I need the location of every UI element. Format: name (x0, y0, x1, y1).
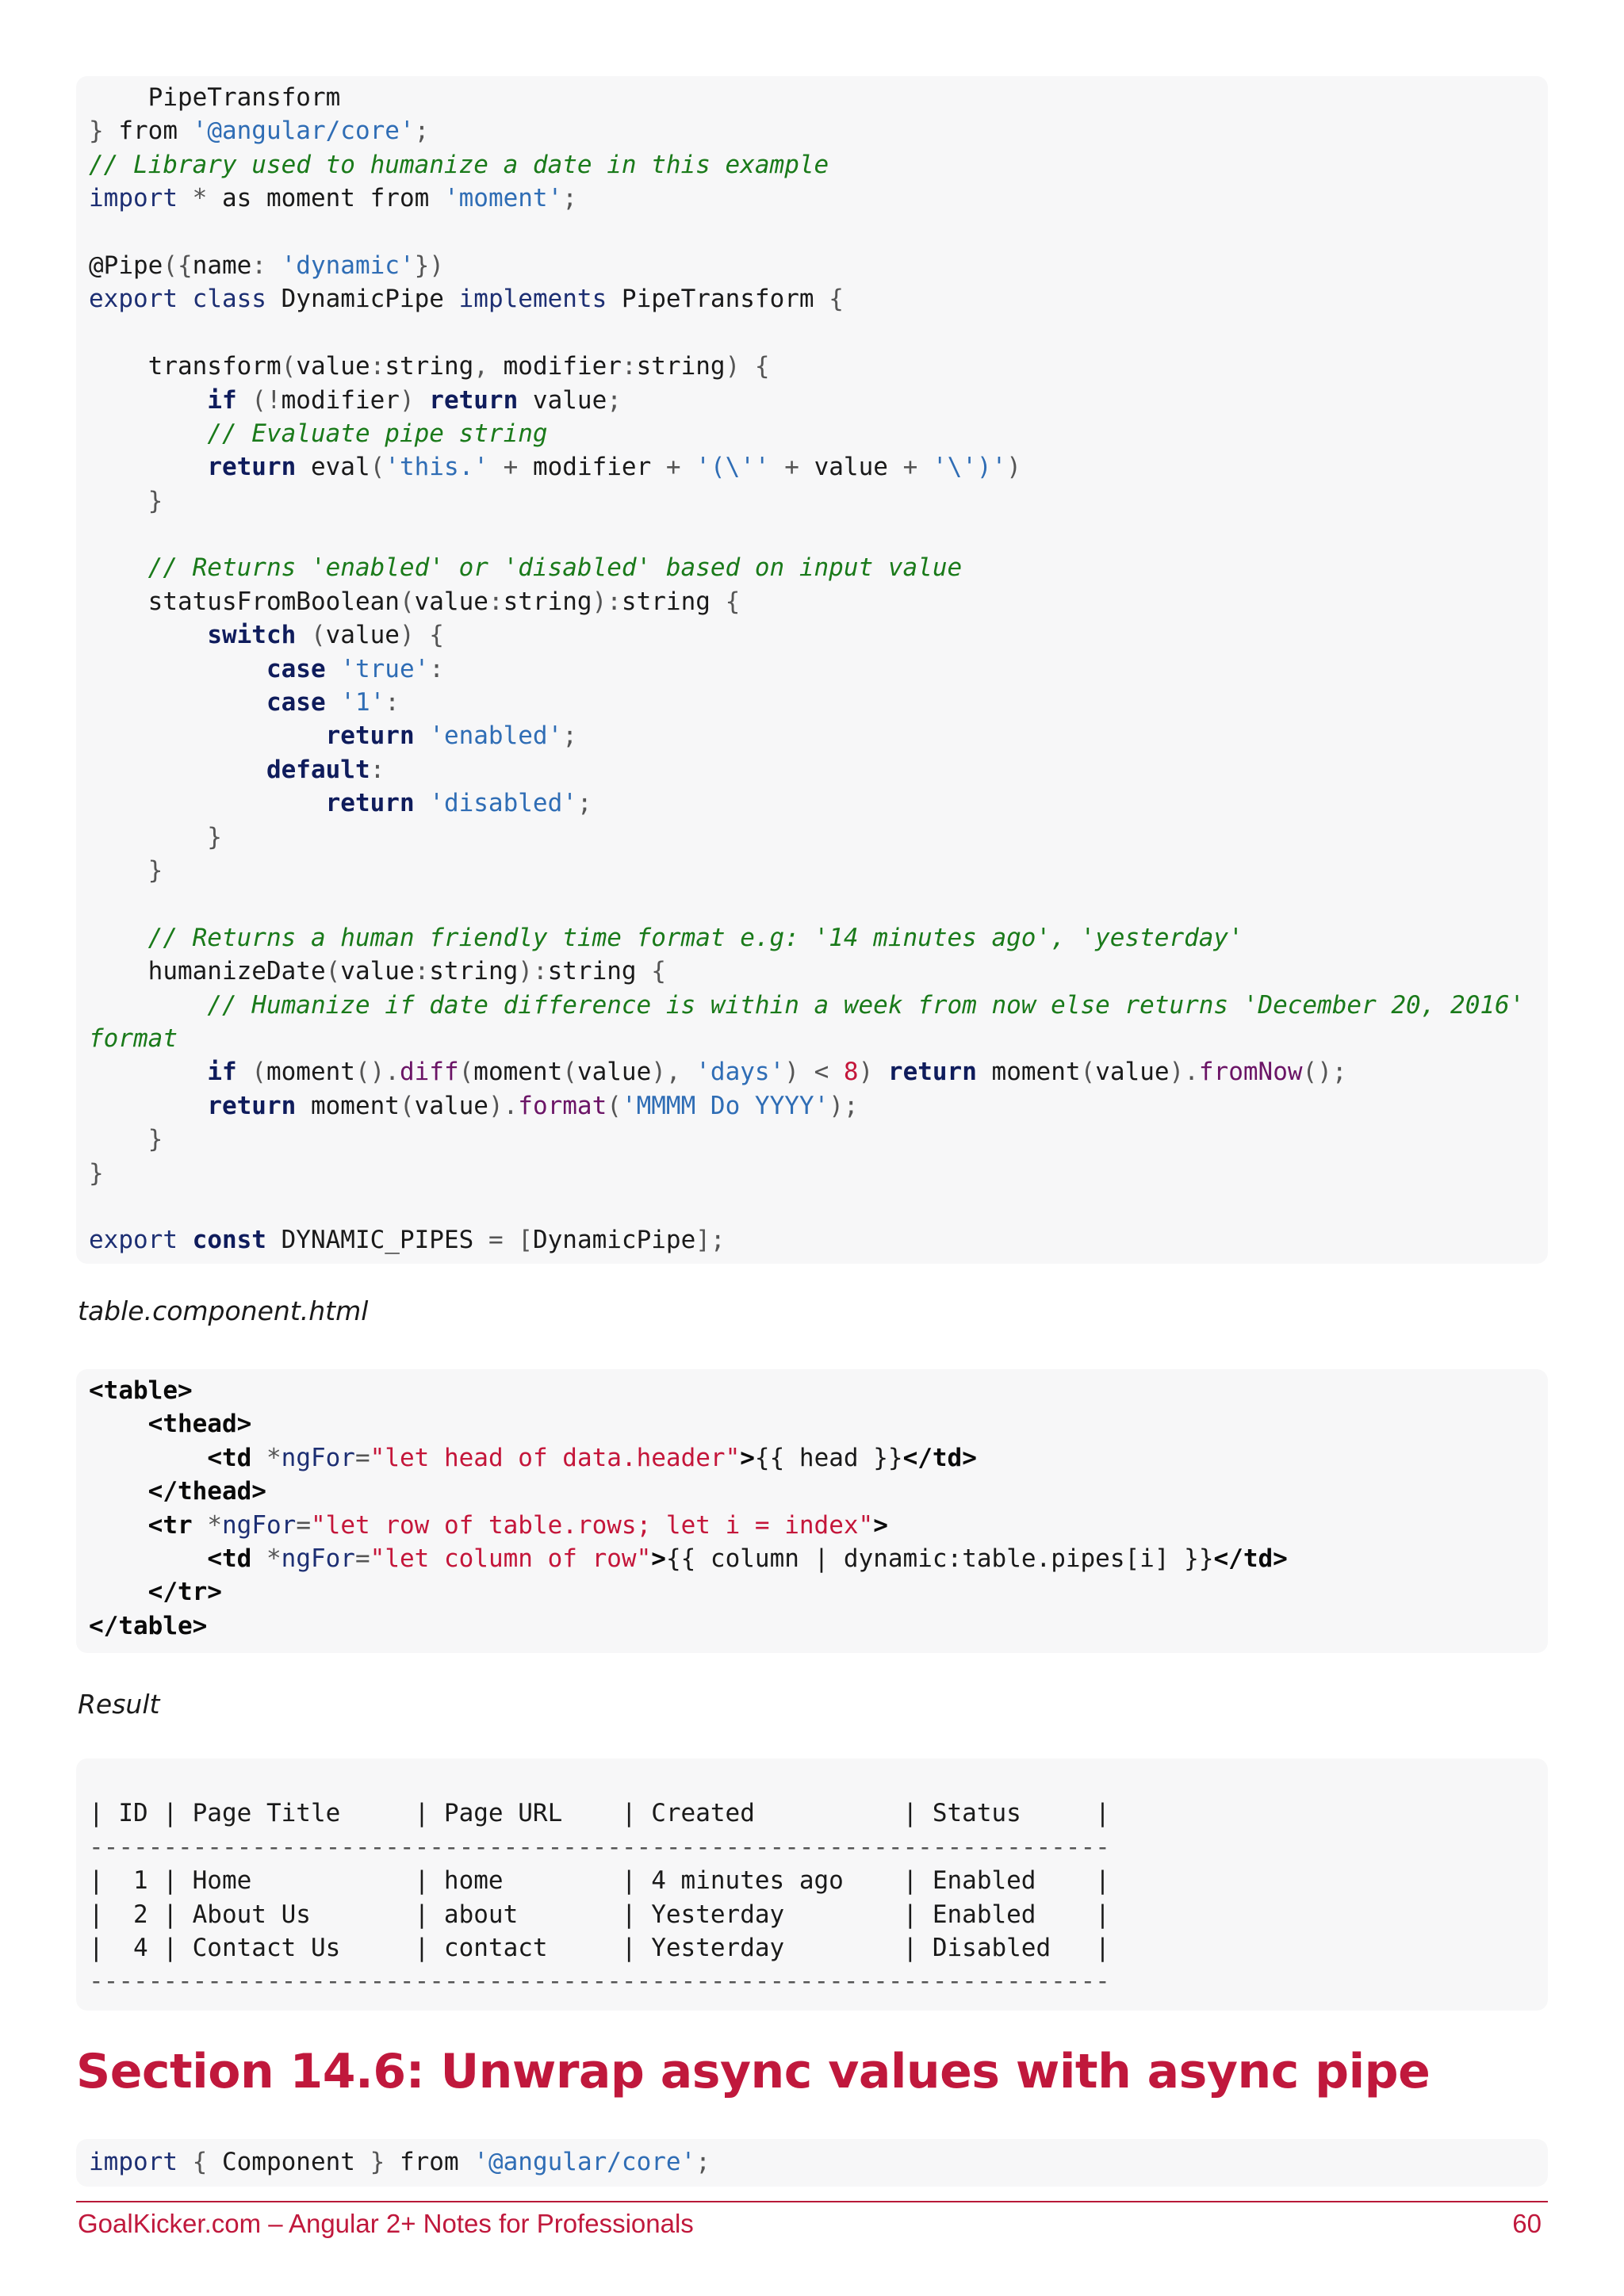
code-token: "let row of table.rows; let i = index" (311, 1510, 874, 1540)
code-line (89, 1542, 1535, 1575)
code-token: } (89, 1125, 163, 1154)
code-token: {{ column | dynamic:table.pipes[i] }} (665, 1544, 1214, 1573)
code-token: return (207, 453, 297, 482)
code-token: return (887, 1058, 977, 1087)
code-line (89, 249, 1535, 282)
code-token: : (621, 352, 637, 381)
code-token: format (89, 1024, 178, 1053)
code-token: import (89, 184, 178, 213)
code-token: = [ (488, 1226, 533, 1255)
code-token: // Returns 'enabled' or 'disabled' based on input value (147, 553, 963, 583)
code-token: DynamicPipe (532, 1226, 696, 1255)
code-token (89, 991, 207, 1020)
code-token: ) (1006, 453, 1021, 482)
code-line (89, 282, 1535, 316)
code-token: ( (562, 1058, 577, 1087)
code-token: default (266, 755, 370, 784)
code-token: from (118, 117, 193, 146)
code-token: 8 (843, 1058, 859, 1087)
code-line (89, 955, 1535, 988)
code-token (178, 1226, 193, 1254)
code-token: ) { (725, 352, 770, 381)
code-token: ngFor (222, 1510, 297, 1540)
code-token: 'dynamic' (281, 251, 415, 280)
code-line (89, 1157, 1535, 1190)
caption-result: Result (78, 1689, 160, 1720)
code-token: 'enabled' (429, 721, 563, 751)
code-line (89, 1475, 1535, 1508)
code-line (89, 1931, 1535, 1965)
code-token: // Humanize if date difference is within a week from now else returns 'December 20, 2016' (207, 990, 1525, 1020)
code-token: ) < (784, 1058, 844, 1087)
code-line (89, 1965, 1535, 1998)
code-token: : (429, 654, 444, 683)
code-token: : (385, 688, 400, 718)
code-token: ( (370, 453, 385, 482)
code-token: '@angular/core' (192, 117, 415, 146)
code-line (89, 854, 1535, 887)
code-line (89, 1374, 1535, 1407)
code-token: DynamicPipe (266, 285, 459, 314)
code-block-dynamic-pipe (76, 76, 1548, 1264)
footer-divider (76, 2201, 1548, 2202)
code-token: ( (325, 957, 341, 986)
code-token: moment (266, 1058, 355, 1087)
code-line (89, 618, 1535, 652)
code-token: = (354, 1544, 370, 1573)
code-token: } (89, 486, 163, 515)
code-token: + (488, 453, 533, 482)
code-token (89, 789, 326, 817)
code-token: 'disabled' (429, 789, 577, 818)
code-line (89, 316, 1535, 350)
code-line (89, 1223, 1535, 1257)
code-token: ( (399, 1091, 415, 1120)
code-token: 'MMMM Do YYYY' (621, 1091, 829, 1120)
code-token (326, 655, 341, 683)
code-token: const (192, 1226, 266, 1255)
code-token: <table> (89, 1376, 193, 1405)
code-token: (); (1302, 1058, 1347, 1087)
code-token: string (621, 587, 726, 616)
code-token: return (429, 385, 519, 415)
code-token: value (814, 453, 888, 482)
code-token: import (89, 2148, 178, 2176)
code-line (89, 1831, 1535, 1864)
code-token: class (192, 285, 266, 314)
section-heading: Section 14.6: Unwrap async values with async pipe (76, 2044, 1431, 2099)
code-token: transform (89, 352, 282, 381)
code-line (89, 1509, 1535, 1542)
code-token: modifier (503, 352, 622, 381)
code-token: '@angular/core' (473, 2148, 696, 2176)
code-line (89, 921, 1535, 955)
code-token: modifier (281, 385, 400, 415)
code-token: </td> (902, 1443, 977, 1472)
code-token: return (325, 721, 415, 751)
code-token: ( (281, 352, 297, 381)
code-token: ( (458, 1058, 474, 1087)
code-token: eval (296, 453, 370, 482)
code-token (89, 1511, 148, 1540)
code-block-result-table (76, 1758, 1548, 2011)
code-token: ( (296, 621, 326, 650)
code-token: ({ (163, 251, 193, 280)
code-token: Component (221, 2148, 355, 2176)
code-token: string (503, 587, 592, 616)
code-token: value (576, 1058, 652, 1087)
code-token: // Evaluate pipe string (207, 419, 548, 448)
code-line (89, 1441, 1535, 1475)
code-line (89, 484, 1535, 518)
code-token: { (651, 957, 666, 986)
code-token: * (207, 1510, 222, 1540)
code-token: ; (562, 721, 577, 751)
code-line (89, 417, 1535, 450)
code-token (89, 1444, 207, 1472)
code-token: ( (1080, 1058, 1096, 1087)
code-line (89, 81, 1535, 114)
code-token (89, 419, 207, 448)
code-token (326, 688, 341, 717)
code-line (89, 585, 1535, 618)
code-line (89, 1055, 1535, 1089)
code-token (89, 1058, 207, 1086)
code-token: {{ head }} (754, 1443, 903, 1472)
code-token: </tr> (147, 1578, 222, 1607)
code-line (89, 518, 1535, 551)
code-line (89, 1190, 1535, 1223)
code-token: "let head of data.header" (370, 1443, 741, 1472)
code-line (89, 2145, 1535, 2179)
code-line (89, 1609, 1535, 1643)
code-token: humanizeDate (89, 957, 326, 986)
code-token (89, 1410, 148, 1438)
code-token: : (251, 251, 282, 280)
code-token (251, 1544, 266, 1573)
code-token (89, 655, 266, 683)
code-token (89, 721, 326, 750)
code-token (193, 1511, 208, 1540)
code-token: moment (976, 1058, 1081, 1087)
code-token (415, 789, 430, 817)
code-token (89, 756, 266, 784)
code-token: * (177, 184, 222, 213)
code-token: ). (488, 1091, 519, 1120)
code-token: case (266, 654, 326, 683)
code-token: } (89, 1158, 104, 1188)
code-token: ); (829, 1091, 859, 1120)
code-token: --------------------------------------------------------------------- (89, 1967, 1110, 1996)
code-token: </table> (89, 1611, 208, 1640)
code-token: DYNAMIC_PIPES (266, 1226, 488, 1255)
code-token (89, 453, 207, 481)
code-token: </td> (1213, 1544, 1288, 1573)
code-token: // Library used to humanize a date in this example (89, 150, 829, 179)
code-token: (). (354, 1058, 400, 1087)
code-token: > (873, 1510, 888, 1540)
code-token (89, 1092, 207, 1120)
code-token: > (651, 1544, 666, 1573)
code-line (89, 1089, 1535, 1123)
code-token: | 2 | About Us | about | Yesterday | Enabled | (89, 1900, 1110, 1929)
code-token: string (547, 957, 652, 986)
code-token (89, 553, 148, 582)
code-token: ngFor (281, 1544, 355, 1573)
code-token: { (177, 2148, 222, 2176)
code-token: { (725, 587, 741, 616)
code-token: format (518, 1091, 607, 1120)
code-token: : (488, 587, 504, 616)
code-token: { (829, 285, 844, 314)
code-token (251, 1444, 266, 1472)
code-line (89, 216, 1535, 249)
code-token: moment (473, 1058, 563, 1087)
code-token: '\')' (932, 453, 1007, 482)
page-number: 60 (1512, 2209, 1542, 2238)
code-line (89, 148, 1535, 182)
code-token: value (325, 621, 400, 650)
code-token: + (887, 453, 933, 482)
code-token: ) (858, 1058, 888, 1087)
code-line (89, 1763, 1535, 1797)
code-token: | 4 | Contact Us | contact | Yesterday | Disabled | (89, 1933, 1110, 1962)
code-token: value (518, 385, 607, 415)
code-token (89, 386, 207, 415)
code-token: ngFor (281, 1443, 355, 1472)
code-line (89, 1022, 1535, 1055)
code-token: ; (695, 2148, 710, 2176)
code-token: ) (399, 385, 430, 415)
code-line (89, 652, 1535, 686)
code-token: fromNow (1198, 1058, 1303, 1087)
code-line (89, 350, 1535, 383)
code-line (89, 989, 1535, 1022)
code-token: : (414, 957, 430, 986)
code-token: * (266, 1443, 282, 1472)
code-token: // Returns a human friendly time format e.g: '14 minutes ago', 'yesterday' (147, 923, 1243, 952)
code-token: '1' (340, 688, 385, 718)
code-line (89, 786, 1535, 820)
code-line (89, 114, 1535, 147)
code-token: : (370, 755, 385, 784)
code-token: = (296, 1510, 311, 1540)
code-token: modifier (532, 453, 652, 482)
code-token (89, 688, 266, 717)
code-token: PipeTransform (607, 285, 829, 314)
code-token: ( (399, 587, 415, 616)
code-token: case (266, 688, 326, 718)
code-line (89, 719, 1535, 752)
code-token: if (207, 1058, 237, 1087)
code-token (89, 621, 207, 649)
footer-book-title: GoalKicker.com – Angular 2+ Notes for Professionals (78, 2209, 694, 2238)
code-token: export (89, 1226, 178, 1255)
code-token: + (651, 453, 696, 482)
code-line (89, 450, 1535, 484)
code-token: from (399, 2148, 474, 2176)
code-token: value (414, 587, 488, 616)
code-token (89, 1578, 148, 1606)
code-token: }) (414, 251, 444, 280)
code-token: | ID | Page Title | Page URL | Created | Status | (89, 1799, 1110, 1828)
code-token: @Pipe (89, 251, 163, 280)
code-line (89, 182, 1535, 215)
code-token: name (192, 251, 252, 280)
code-token: ) { (399, 621, 444, 650)
code-token: export (89, 285, 178, 314)
code-token: > (740, 1443, 755, 1472)
code-line (89, 1797, 1535, 1830)
code-token: 'this.' (385, 453, 488, 482)
code-token: </thead> (147, 1477, 266, 1506)
code-line (89, 821, 1535, 854)
code-token: statusFromBoolean (89, 587, 400, 616)
code-line (89, 1407, 1535, 1441)
code-token: ( (236, 1058, 266, 1087)
code-token: <thead> (147, 1410, 252, 1439)
code-token: ( (607, 1091, 622, 1120)
code-token: <td (207, 1443, 252, 1472)
code-token: value (296, 352, 370, 381)
code-token: <tr (147, 1510, 193, 1540)
code-token: if (207, 385, 237, 415)
code-token: = (354, 1443, 370, 1472)
code-token: string (636, 352, 726, 381)
code-line (89, 1575, 1535, 1609)
code-token: ]; (695, 1226, 726, 1255)
code-line (89, 1864, 1535, 1897)
code-line (89, 686, 1535, 719)
code-token: "let column of row" (370, 1544, 652, 1573)
code-token: value (1095, 1058, 1170, 1087)
code-token: return (325, 789, 415, 818)
code-token: as moment from (221, 184, 444, 213)
code-token: ; (607, 385, 622, 415)
code-token (89, 924, 148, 952)
caption-table-component-html: table.component.html (78, 1295, 369, 1326)
code-token: ), (651, 1058, 696, 1087)
code-token: implements (458, 285, 607, 314)
code-line (89, 1123, 1535, 1156)
code-token: switch (207, 621, 297, 650)
code-line (89, 551, 1535, 584)
code-block-table-html (76, 1369, 1548, 1653)
code-token: * (266, 1544, 282, 1573)
code-token: , (473, 352, 504, 381)
code-token: ). (1169, 1058, 1199, 1087)
code-line (89, 1898, 1535, 1931)
code-token: | 1 | Home | home | 4 minutes ago | Enabled | (89, 1866, 1110, 1896)
code-token: diff (399, 1058, 459, 1087)
code-token: ): (518, 957, 548, 986)
code-token: value (340, 957, 415, 986)
code-token: 'days' (695, 1058, 785, 1087)
code-token: ; (576, 789, 592, 818)
code-block-import (76, 2139, 1548, 2187)
code-token: 'moment' (443, 184, 563, 213)
code-token: string (429, 957, 519, 986)
code-token (89, 1477, 148, 1506)
code-token (89, 1544, 207, 1573)
code-token (415, 721, 430, 750)
code-token: } (89, 855, 163, 885)
code-token: <td (207, 1544, 252, 1573)
code-token: ): (592, 587, 622, 616)
code-token: ; (562, 184, 577, 213)
code-token: '(\'' (695, 453, 770, 482)
code-token: } (354, 2148, 400, 2176)
code-line (89, 887, 1535, 920)
code-line (89, 753, 1535, 786)
code-token: ; (414, 117, 430, 146)
code-token (178, 285, 193, 313)
code-token: PipeTransform (89, 83, 341, 112)
code-token: string (385, 352, 474, 381)
code-token: } (89, 117, 119, 146)
code-token: (! (236, 385, 282, 415)
code-token: 'true' (340, 654, 430, 683)
code-token: : (370, 352, 385, 381)
code-token: --------------------------------------------------------------------- (89, 1832, 1110, 1862)
code-line (89, 384, 1535, 417)
code-token: + (769, 453, 814, 482)
code-token: return (207, 1091, 297, 1120)
code-token: moment (296, 1091, 400, 1120)
code-token: } (89, 822, 222, 851)
code-token: value (414, 1091, 488, 1120)
